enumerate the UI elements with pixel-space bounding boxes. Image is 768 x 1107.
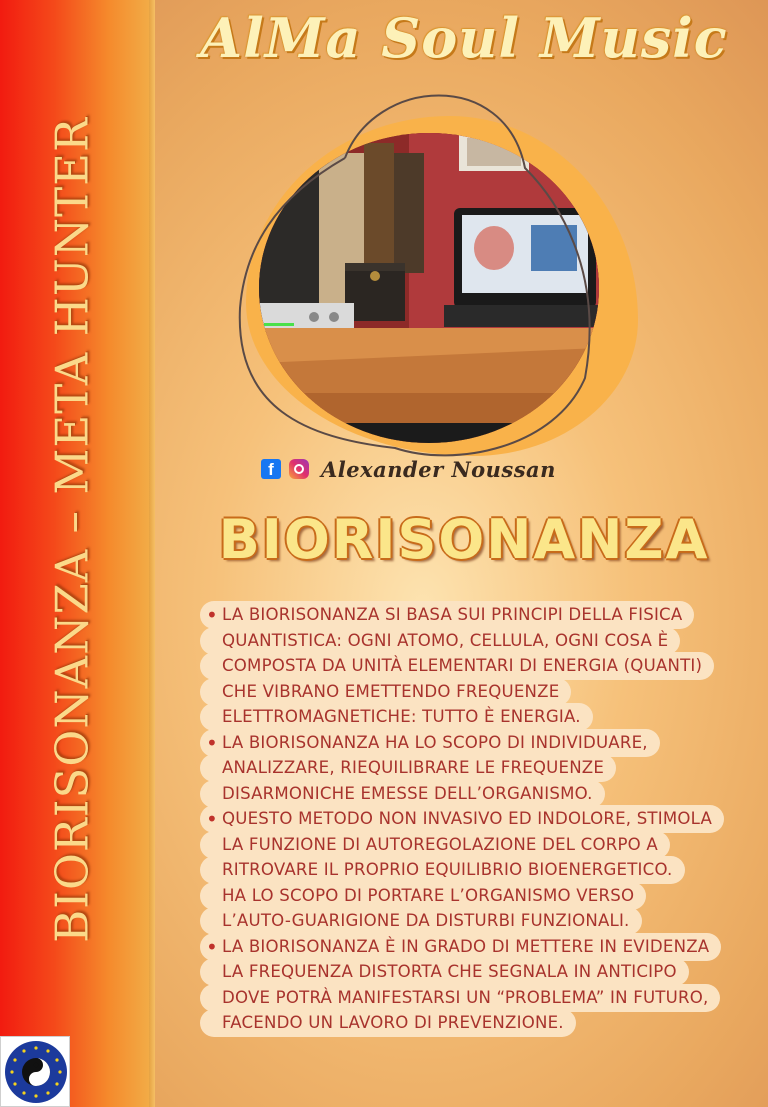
- bullet-line: ELETTROMAGNETICHE: TUTTO È ENERGIA.: [200, 703, 593, 731]
- author-name: Alexander Noussan: [321, 456, 556, 482]
- side-title: BIORISONANZA – META HUNTER: [45, 117, 99, 943]
- bullet-line: • LA BIORISONANZA HA LO SCOPO DI INDIVIDUARE,: [200, 729, 660, 757]
- bullet-line: • LA BIORISONANZA È IN GRADO DI METTERE IN EVIDENZA: [200, 933, 721, 961]
- main-heading: BIORISONANZA: [218, 508, 710, 571]
- bullet-item: [200, 732, 730, 809]
- bullet-item: [200, 808, 730, 936]
- brand-title: AlMa Soul Music: [200, 6, 728, 70]
- facebook-icon[interactable]: f: [261, 459, 281, 479]
- association-seal: [0, 1036, 70, 1107]
- social-row: [261, 455, 556, 483]
- bullet-line: DISARMONICHE EMESSE DELL’ORGANISMO.: [200, 780, 605, 808]
- bullet-line: LA FREQUENZA DISTORTA CHE SEGNALA IN ANTICIPO: [200, 958, 689, 986]
- bullet-line: DOVE POTRÀ MANIFESTARSI UN “PROBLEMA” IN FUTURO,: [200, 984, 720, 1012]
- bullet-list: [200, 604, 730, 1038]
- bullet-line: HA LO SCOPO DI PORTARE L’ORGANISMO VERSO: [200, 882, 646, 910]
- instagram-icon[interactable]: [289, 459, 309, 479]
- yin-yang-icon: [5, 1041, 67, 1103]
- left-color-band: [0, 0, 155, 1107]
- bullet-line: QUANTISTICA: OGNI ATOMO, CELLULA, OGNI COSA È: [200, 627, 680, 655]
- seal-emblem: [5, 1041, 67, 1103]
- bullet-line: COMPOSTA DA UNITÀ ELEMENTARI DI ENERGIA (QUANTI): [200, 652, 714, 680]
- bullet-line: • LA BIORISONANZA SI BASA SUI PRINCIPI DELLA FISICA: [200, 601, 694, 629]
- bullet-item: [200, 936, 730, 1038]
- band-edge: [149, 0, 155, 1107]
- bullet-line: ANALIZZARE, RIEQUILIBRARE LE FREQUENZE: [200, 754, 616, 782]
- bullet-line: • QUESTO METODO NON INVASIVO ED INDOLORE, STIMOLA: [200, 805, 724, 833]
- bullet-line: LA FUNZIONE DI AUTOREGOLAZIONE DEL CORPO A: [200, 831, 670, 859]
- bullet-line: FACENDO UN LAVORO DI PREVENZIONE.: [200, 1009, 576, 1037]
- bullet-item: [200, 604, 730, 732]
- bullet-line: L’AUTO-GUARIGIONE DA DISTURBI FUNZIONALI.: [200, 907, 642, 935]
- decorative-scribble: [225, 78, 625, 468]
- bullet-line: RITROVARE IL PROPRIO EQUILIBRIO BIOENERGETICO.: [200, 856, 685, 884]
- bullet-line: CHE VIBRANO EMETTENDO FREQUENZE: [200, 678, 571, 706]
